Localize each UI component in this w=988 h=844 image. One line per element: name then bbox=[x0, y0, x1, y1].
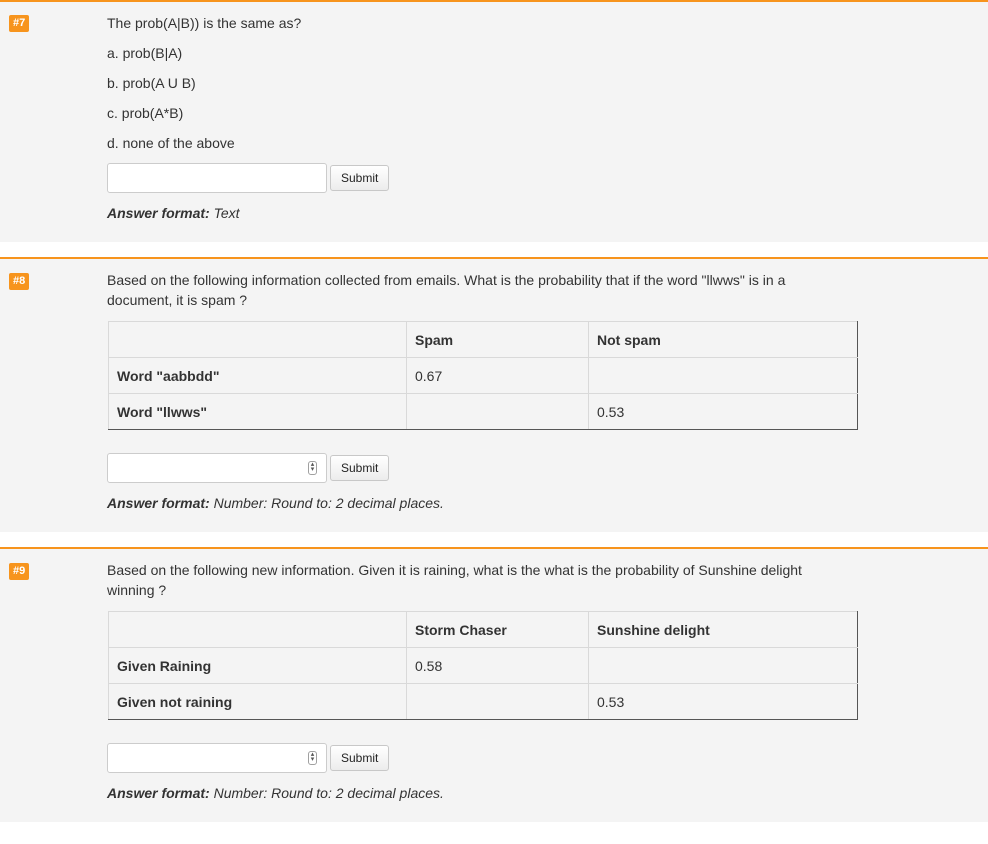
question-body bbox=[107, 560, 827, 815]
submit-button[interactable]: Submit bbox=[330, 745, 389, 771]
choice-a: a. prob(B|A) bbox=[107, 45, 183, 61]
table-row bbox=[109, 684, 858, 720]
spinner-arrows-icon[interactable]: ▴ ▾ bbox=[308, 751, 317, 765]
question-prompt: Based on the following new information. Given it is raining, what is the what is the probability of Sunshine delight winning ? bbox=[107, 562, 802, 598]
question-9 bbox=[0, 547, 988, 822]
answer-format bbox=[107, 203, 240, 223]
table-header-cell bbox=[109, 322, 407, 358]
question-number-badge: #8 bbox=[9, 273, 29, 290]
table-header-row bbox=[109, 322, 858, 358]
answer-format-label: Answer format: bbox=[107, 495, 210, 511]
table-cell bbox=[589, 648, 858, 684]
question-prompt: The prob(A|B)) is the same as? bbox=[107, 15, 302, 31]
table-header-cell: Not spam bbox=[589, 322, 858, 358]
table-header-cell: Sunshine delight bbox=[589, 612, 858, 648]
choice-c: c. prob(A*B) bbox=[107, 105, 184, 121]
table-row bbox=[109, 358, 858, 394]
table-header-cell: Spam bbox=[407, 322, 589, 358]
table-row bbox=[109, 648, 858, 684]
table-row bbox=[109, 394, 858, 430]
answer-format bbox=[107, 493, 444, 513]
table-row-label: Word "aabbdd" bbox=[109, 358, 407, 394]
question-body bbox=[107, 270, 827, 525]
submit-button[interactable]: Submit bbox=[330, 455, 389, 481]
table-row-label: Given Raining bbox=[109, 648, 407, 684]
answer-row bbox=[107, 743, 389, 773]
table-header-cell: Storm Chaser bbox=[407, 612, 589, 648]
spinner-arrows-icon[interactable]: ▴ ▾ bbox=[308, 461, 317, 475]
info-table bbox=[108, 611, 858, 720]
question-7 bbox=[0, 0, 988, 242]
answer-format-value: Number: Round to: 2 decimal places. bbox=[213, 785, 444, 801]
submit-button[interactable]: Submit bbox=[330, 165, 389, 191]
table-cell: 0.53 bbox=[589, 394, 858, 430]
table-cell: 0.53 bbox=[589, 684, 858, 720]
question-number-badge: #7 bbox=[9, 15, 29, 32]
answer-format-value: Number: Round to: 2 decimal places. bbox=[213, 495, 444, 511]
question-prompt: Based on the following information collected from emails. What is the probability that if the word "llwws" is in a document, it is spam ? bbox=[107, 272, 786, 308]
table-row-label: Given not raining bbox=[109, 684, 407, 720]
table-cell: 0.58 bbox=[407, 648, 589, 684]
table-cell bbox=[407, 394, 589, 430]
table-header-cell bbox=[109, 612, 407, 648]
table-cell bbox=[407, 684, 589, 720]
answer-format-value: Text bbox=[213, 205, 240, 221]
info-table bbox=[108, 321, 858, 430]
answer-row bbox=[107, 163, 389, 193]
answer-format bbox=[107, 783, 444, 803]
answer-row bbox=[107, 453, 389, 483]
table-header-row bbox=[109, 612, 858, 648]
answer-format-label: Answer format: bbox=[107, 205, 210, 221]
question-body bbox=[107, 13, 827, 233]
number-answer-input[interactable] bbox=[107, 453, 327, 483]
question-number-badge: #9 bbox=[9, 563, 29, 580]
choice-d: d. none of the above bbox=[107, 135, 235, 151]
table-cell: 0.67 bbox=[407, 358, 589, 394]
number-answer-input[interactable] bbox=[107, 743, 327, 773]
question-8 bbox=[0, 257, 988, 532]
table-row-label: Word "llwws" bbox=[109, 394, 407, 430]
answer-format-label: Answer format: bbox=[107, 785, 210, 801]
table-cell bbox=[589, 358, 858, 394]
text-answer-input[interactable] bbox=[107, 163, 327, 193]
choice-b: b. prob(A U B) bbox=[107, 75, 196, 91]
